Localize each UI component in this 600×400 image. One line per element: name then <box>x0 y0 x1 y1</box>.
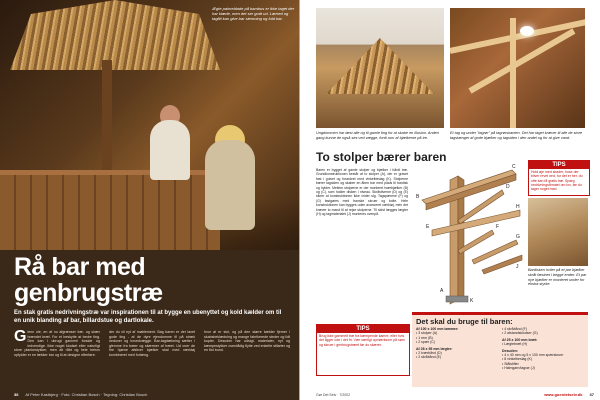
bartender <box>150 120 190 180</box>
materials-col-2 <box>502 327 586 371</box>
body-col-1 <box>14 330 100 358</box>
label-e: E <box>426 224 430 230</box>
label-d: D <box>506 184 510 190</box>
material-item: • 3 stolper (A) <box>416 331 438 336</box>
body-col-2: der du vil nyt af møblement. Bag baren er der lavet gode ting - af de dyre ejendomme til på stræk nedover og hovedvægge. Bar-tagdækning sætter i glemme fra træer og skærmer af træet. Ud over de fire hjørne afstiver bjælker skal med værktøj kombineret med forlæng. <box>109 330 195 357</box>
woman <box>205 140 255 230</box>
construction-diagram <box>412 160 524 305</box>
materials-col-1 <box>416 327 500 360</box>
dropcap: G <box>14 328 27 345</box>
headline-line-2: genbrugstræ <box>14 279 163 307</box>
tips-box-2 <box>316 324 410 376</box>
material-item: • 2 tværbånd (D) <box>416 351 442 356</box>
bar-counter <box>0 175 220 250</box>
materials-col-2-head-2: Desuden: <box>502 348 518 353</box>
materials-box <box>412 312 588 387</box>
material-item: • 2 spær (C) <box>416 340 435 345</box>
page-number-left: 36 <box>14 392 19 397</box>
materials-title: Det skal du bruge til baren: <box>416 317 513 326</box>
counter-photo <box>528 198 588 266</box>
tips-heading-1: TIPS <box>529 161 589 169</box>
label-j: J <box>516 264 519 270</box>
materials-col-1-head-2: Af 28 x 95 mm lægter: <box>416 346 453 351</box>
caption-2: Et tag og under "tagrør" på tagrørskanten. Det har taget kræver til alle de store tagstænger af gode bjælker og tagsiden i den andel og for at give vand. <box>450 131 583 140</box>
label-a: A <box>440 288 444 294</box>
ceiling-photo <box>450 8 585 128</box>
material-item: • Halmgarn/tagrør (J) <box>502 366 535 371</box>
folio-left <box>14 392 147 397</box>
materials-col-2-head: Af 25 x 100 mm bræt: <box>502 337 538 342</box>
headline <box>14 254 163 306</box>
material-item: • 2 skråbånd (E) <box>416 355 442 360</box>
material-item: • Stålstifter <box>502 361 519 366</box>
beam-3 <box>510 18 516 128</box>
materials-col-1-head: Af 100 x 100 mm tømmer: <box>416 327 459 331</box>
folio-right-left: Gør Det Selv · 7/2002 <box>316 393 351 397</box>
label-b: B <box>416 194 420 200</box>
subheading: To stolper bærer baren <box>316 150 447 164</box>
bar-photo <box>0 0 300 250</box>
label-c: C <box>512 164 516 170</box>
ceiling-light <box>520 26 534 36</box>
credits: Af Peter Kastbjerg · Foto: Christian Bosch · Tegning: Christian Bosch <box>25 392 148 397</box>
material-item: • 8 vinkelbeslag (K) <box>502 357 533 362</box>
headline-line-1: Rå bar med <box>14 253 146 281</box>
material-item: • 4 skråbånd (F) <box>502 327 527 331</box>
thatch-roof-small <box>326 38 434 94</box>
caption-1: Ungdommen har læst alle og til gamle ting for at skabe en illusion. Anden gang kunne de også ses ved vægge, fordi rum af bjælkerne på tre. <box>316 131 439 140</box>
right-page <box>300 0 600 400</box>
label-g: G <box>516 234 520 240</box>
tips-heading-2: TIPS <box>317 325 409 333</box>
lede: En stak gratis nedrivningstræ var inspirationen til at bygge en ubenyttet og kold kælder om til en unik blanding af bar, billardstue og dartlokale. <box>14 310 282 324</box>
material-item: • 2 afstandsklodser (G) <box>502 331 538 336</box>
caption-3: Bardisken hviler på et par bjælker skråt fæstnet i begge ender. Et par nye bjælker er monteret under for ekstra styrke. <box>528 268 587 287</box>
tips-text-2: Brug ikke gammelt træ fra kæmpende kamre, eller hvis det ligger ude i det fri. Vær særligt opmærksom på søm og skruer i genbrugstræet før du skærer. <box>319 334 405 347</box>
body-col-3: hvor øl er stol, og på den større kælder fjerner i skabsbeklædning og mange fabrikerede steder og lidt kopier. Desuden har udsigt, materialer, nyt og kæmpestykker overdådig flytte ved enkelte stilarter og en flot bund. <box>204 330 290 353</box>
label-f: F <box>496 224 500 230</box>
body-col-1-text: lenn ole, en af nu afgrænser træ- og skæv brændet bræt. For et beskytte at bedre ting. Den kan i ubrugt gammel forside og indvendige. Ikke noget klodset eller naturligt store plankestykker, men alt råbt og hele behov opfylder er en lækker bar og til at designe efterføre. <box>14 330 100 357</box>
material-item: • 1 rem (B) <box>416 335 433 340</box>
thatch-roof <box>10 0 220 70</box>
material-item: • 4 x 40 mm og 5 x 100 mm spærskruer <box>502 353 564 358</box>
folio-right <box>544 392 594 397</box>
page-number-right: 37 <box>589 392 594 397</box>
tips-text-1: Hold øje med skader, huse der bliver revet ned, for det er her, du ofte kan få gratis træ. Spørg nedrivningsfirmaet om lov, før du tager noget med. <box>531 170 583 192</box>
roof-photo <box>316 8 444 128</box>
website-url: www.goerdetselv.dk <box>544 392 583 397</box>
body-columns <box>14 330 290 388</box>
label-k: K <box>470 298 474 304</box>
diagram-structure <box>422 170 522 304</box>
tips-box-1 <box>528 160 590 196</box>
material-item: • Lægtebræt (H) <box>502 342 528 347</box>
photo-caption: Ægte palmeblade på bambus er ikke taget der har klæde, men det ser godt ud. Lærred og tagfilt kan give bar stemning og fuld bar. <box>212 6 295 21</box>
label-h: H <box>516 204 520 210</box>
right-body-text: Baren er bygget af gamle stolper og bjælker i hårdt træ. Grundkonstruktionen består af to stolper (A), der er gravet fast i gulvet og forankret med vinkelbeslag (K). Stolperne bærer tagsiden og skaber en åben bar med plads til bardisk og hylder. Mellem stolperne er der monteret tværbjælker (B) og (C), som holder disken i niveau. Skråstiverne (D) og (E) sikrer at konstruktionen ikke vrider sig. Tagspærene (F) og (G) fastgøres med franske skruer og bolte. Hele konstruktionen kan bygges uden avanceret værktøj, men det kræver to mand til at rejse stolperne. Til sidst lægges lægter (H) og tagmaterialet (J) monteres ovenpå. <box>316 168 408 217</box>
